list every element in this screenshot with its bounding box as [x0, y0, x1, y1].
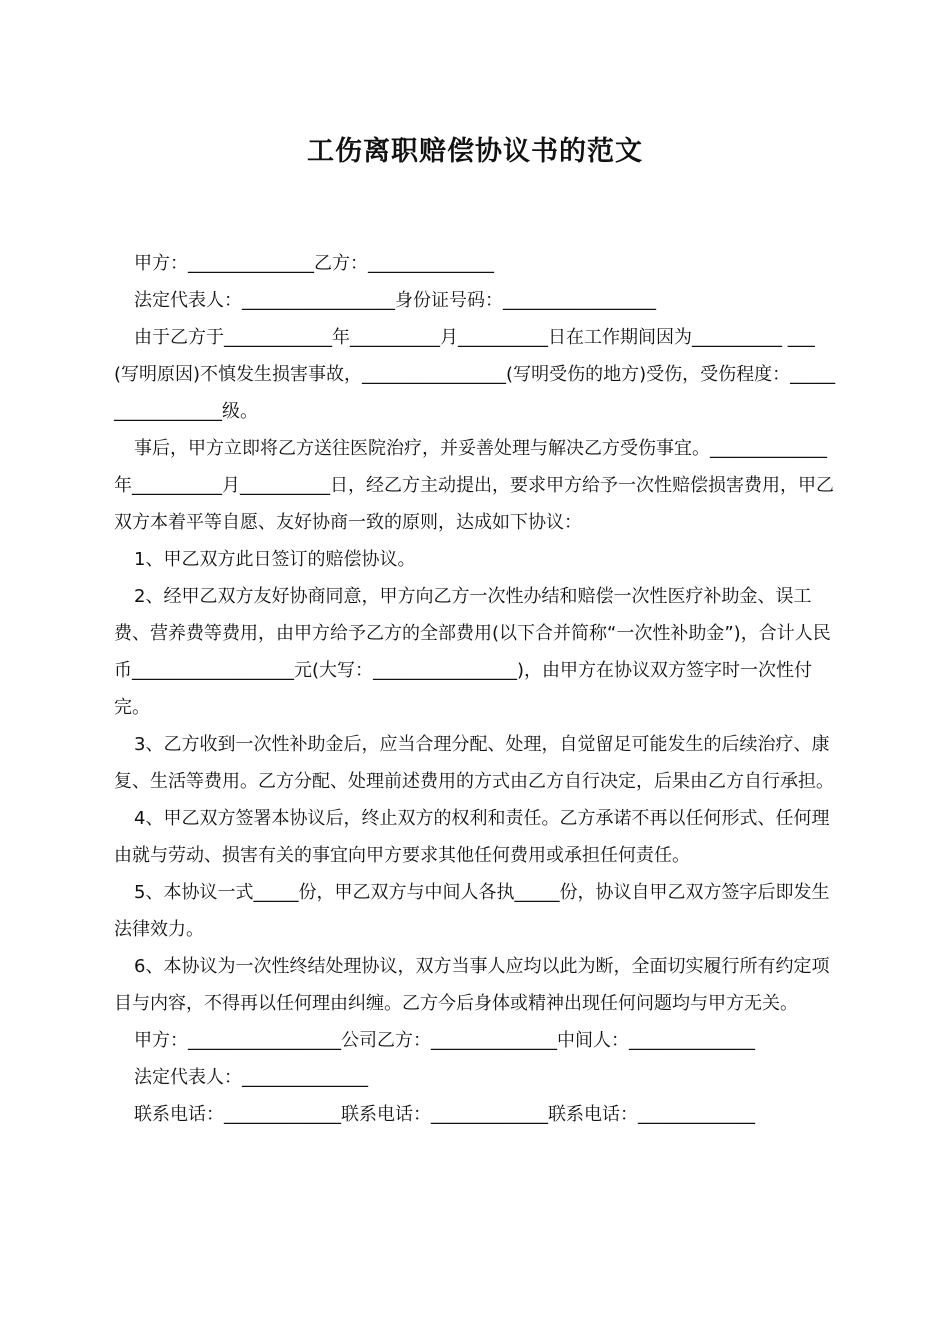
- signature-line: 甲方：_________________公司乙方：______________中间人：______________: [134, 1030, 755, 1051]
- document-title: 工伤离职赔偿协议书的范文: [307, 136, 643, 167]
- representative-id-line: 法定代表人：_________________身份证号码：_________________: [134, 290, 656, 311]
- legal-representative-line: 法定代表人：______________: [134, 1067, 368, 1088]
- aftermath-paragraph: 事后，甲方立即将乙方送往医院治疗，并妥善处理与解决乙方受伤事宜。_____________年__________月__________日，经乙方主动提出，要求甲方给予一次性赔偿损害费用，甲乙双方本着平等自愿、友好协商一致的原则，达成如下协议：: [114, 438, 834, 533]
- party-line: 甲方：______________乙方：______________: [134, 253, 494, 274]
- injury-description-paragraph: 由于乙方于____________年__________月__________日在工作期间因为__________ ___(写明原因)不慎发生损害事故，________________(写明受伤的地方)受伤，受伤程度：_________________级。: [114, 327, 836, 422]
- clause-4: 4、甲乙双方签署本协议后，终止双方的权利和责任。乙方承诺不再以任何形式、任何理由就与劳动、损害有关的事宜向甲方要求其他任何费用或承担任何责任。: [114, 808, 830, 866]
- clause-3: 3、乙方收到一次性补助金后，应当合理分配、处理，自觉留足可能发生的后续治疗、康复、生活等费用。乙方分配、处理前述费用的方式由乙方自行决定，后果由乙方自行承担。: [114, 734, 834, 792]
- clause-1: 1、甲乙双方此日签订的赔偿协议。: [134, 549, 416, 570]
- clause-5: 5、本协议一式_____份，甲乙双方与中间人各执_____份，协议自甲乙双方签字后即发生法律效力。: [114, 882, 830, 940]
- document-body: [114, 245, 838, 1133]
- clause-6: 6、本协议为一次性终结处理协议，双方当事人应均以此为断，全面切实履行所有约定项目与内容，不得再以任何理由纠缠。乙方今后身体或精神出现任何问题均与甲方无关。: [114, 956, 830, 1014]
- clause-2: 2、经甲乙双方友好协商同意，甲方向乙方一次性办结和赔偿一次性医疗补助金、误工费、营养费等费用，由甲方给予乙方的全部费用(以下合并简称“一次性补助金”)，合计人民币__________________元(大写：________________)，由甲方在协议双方签字时一次性付完。: [114, 586, 831, 718]
- contact-phone-line: 联系电话：_____________联系电话：_____________联系电话：_____________: [134, 1104, 755, 1125]
